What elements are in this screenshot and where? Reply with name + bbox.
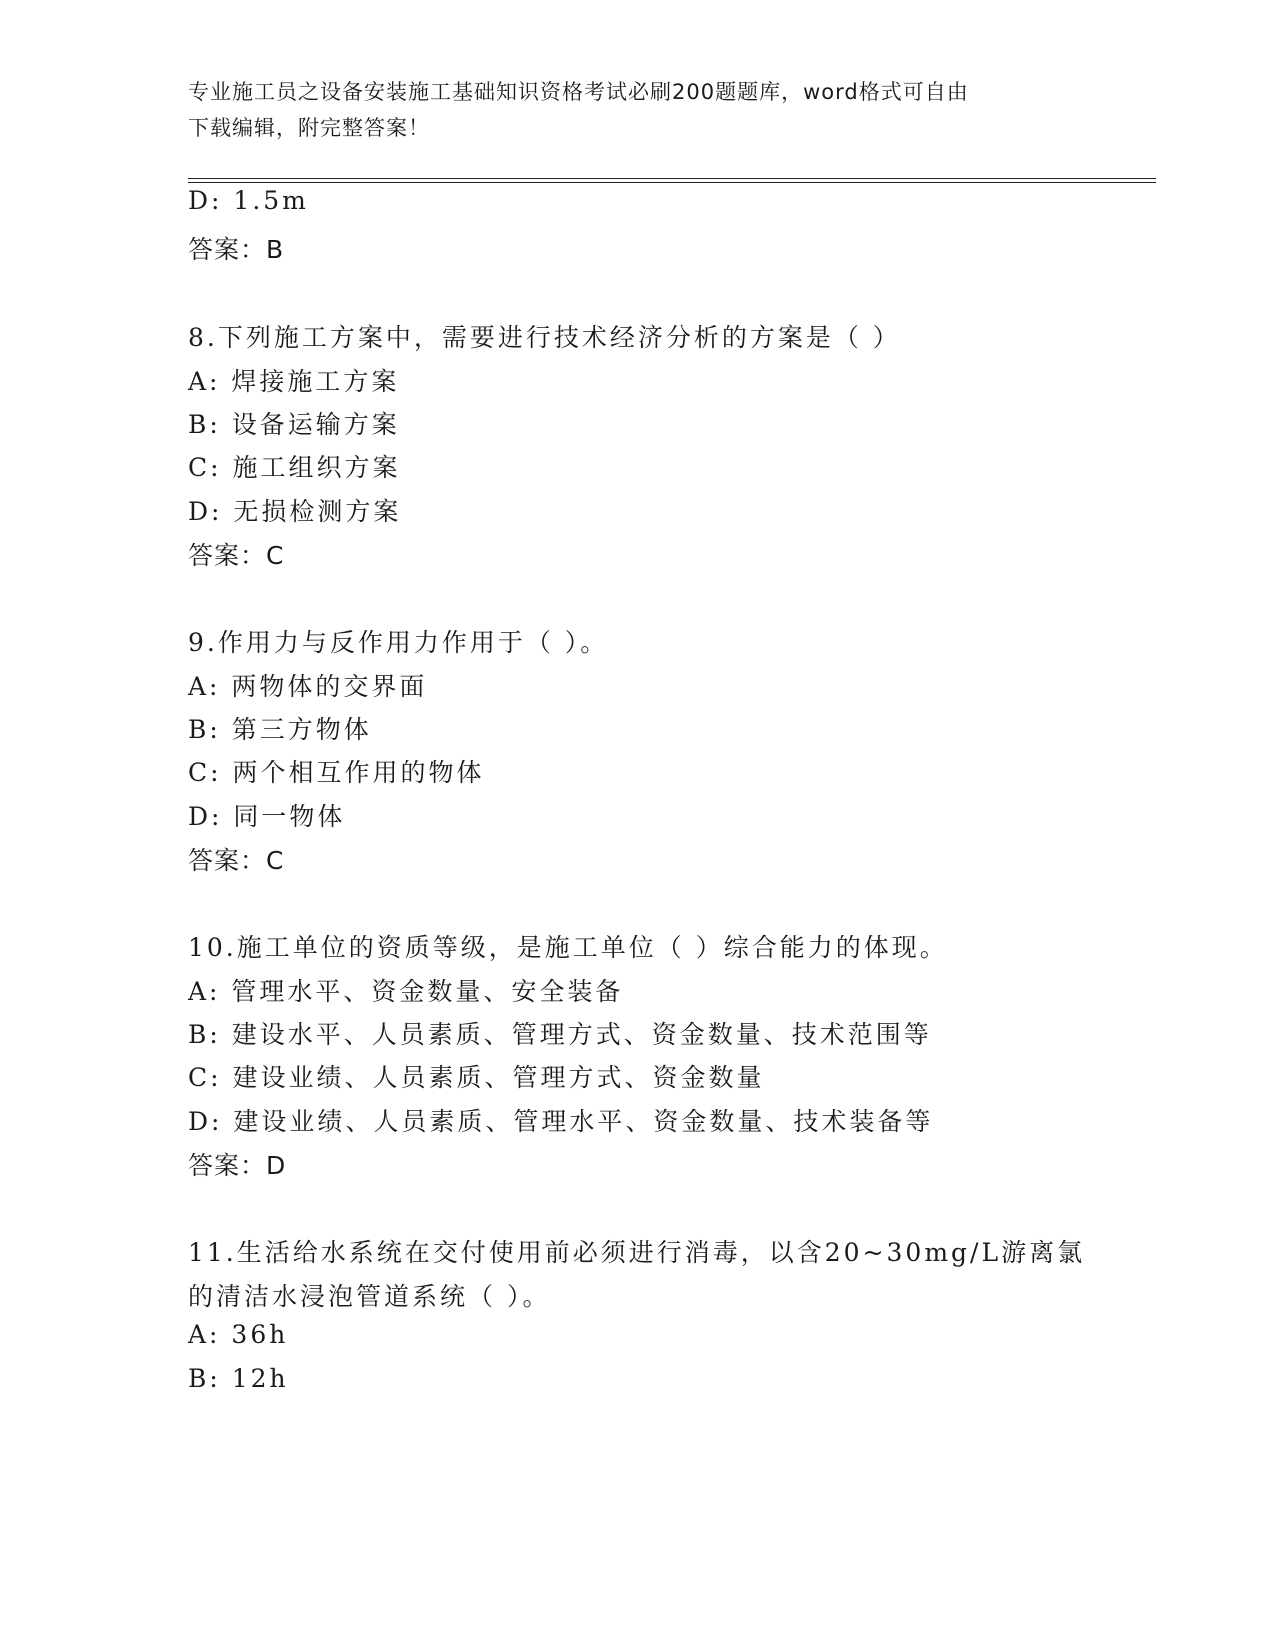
option-line: A: 管理水平、资金数量、安全装备 [188, 977, 624, 1006]
option-line: D: 无损检测方案 [188, 497, 402, 526]
header-divider [188, 178, 1156, 183]
option-line: C: 施工组织方案 [188, 453, 401, 482]
option-line: A: 焊接施工方案 [188, 367, 400, 396]
header-line-2: 下载编辑，附完整答案！ [188, 116, 430, 140]
question-line: 8.下列施工方案中，需要进行技术经济分析的方案是（ ） [188, 323, 901, 352]
option-line: C: 建设业绩、人员素质、管理方式、资金数量 [188, 1063, 765, 1092]
option-line: A: 36h [188, 1320, 289, 1349]
option-line: C: 两个相互作用的物体 [188, 758, 485, 787]
answer-line: 答案：C [188, 846, 285, 875]
answer-line: 答案：D [188, 1151, 287, 1180]
header-line-1: 专业施工员之设备安装施工基础知识资格考试必刷200题题库，word格式可自由 [188, 80, 969, 104]
question-line: 10.施工单位的资质等级，是施工单位（ ）综合能力的体现。 [188, 933, 948, 962]
answer-line: 答案：B [188, 235, 285, 264]
answer-line: 答案：C [188, 541, 285, 570]
option-line: B: 设备运输方案 [188, 410, 400, 439]
option-line: D: 1.5m [188, 186, 309, 215]
option-line: B: 建设水平、人员素质、管理方式、资金数量、技术范围等 [188, 1020, 932, 1049]
question-line: 9.作用力与反作用力作用于（ ）。 [188, 628, 609, 657]
option-line: B: 12h [188, 1364, 289, 1393]
option-line: A: 两物体的交界面 [188, 672, 428, 701]
option-line: B: 第三方物体 [188, 715, 372, 744]
document-header [188, 74, 1088, 146]
question-line: 11.生活给水系统在交付使用前必须进行消毒，以含20~30mg/L游离氯 [188, 1238, 1086, 1267]
option-line: D: 同一物体 [188, 802, 346, 831]
question-line: 的清洁水浸泡管道系统（ ）。 [188, 1282, 551, 1311]
option-line: D: 建设业绩、人员素质、管理水平、资金数量、技术装备等 [188, 1107, 934, 1136]
